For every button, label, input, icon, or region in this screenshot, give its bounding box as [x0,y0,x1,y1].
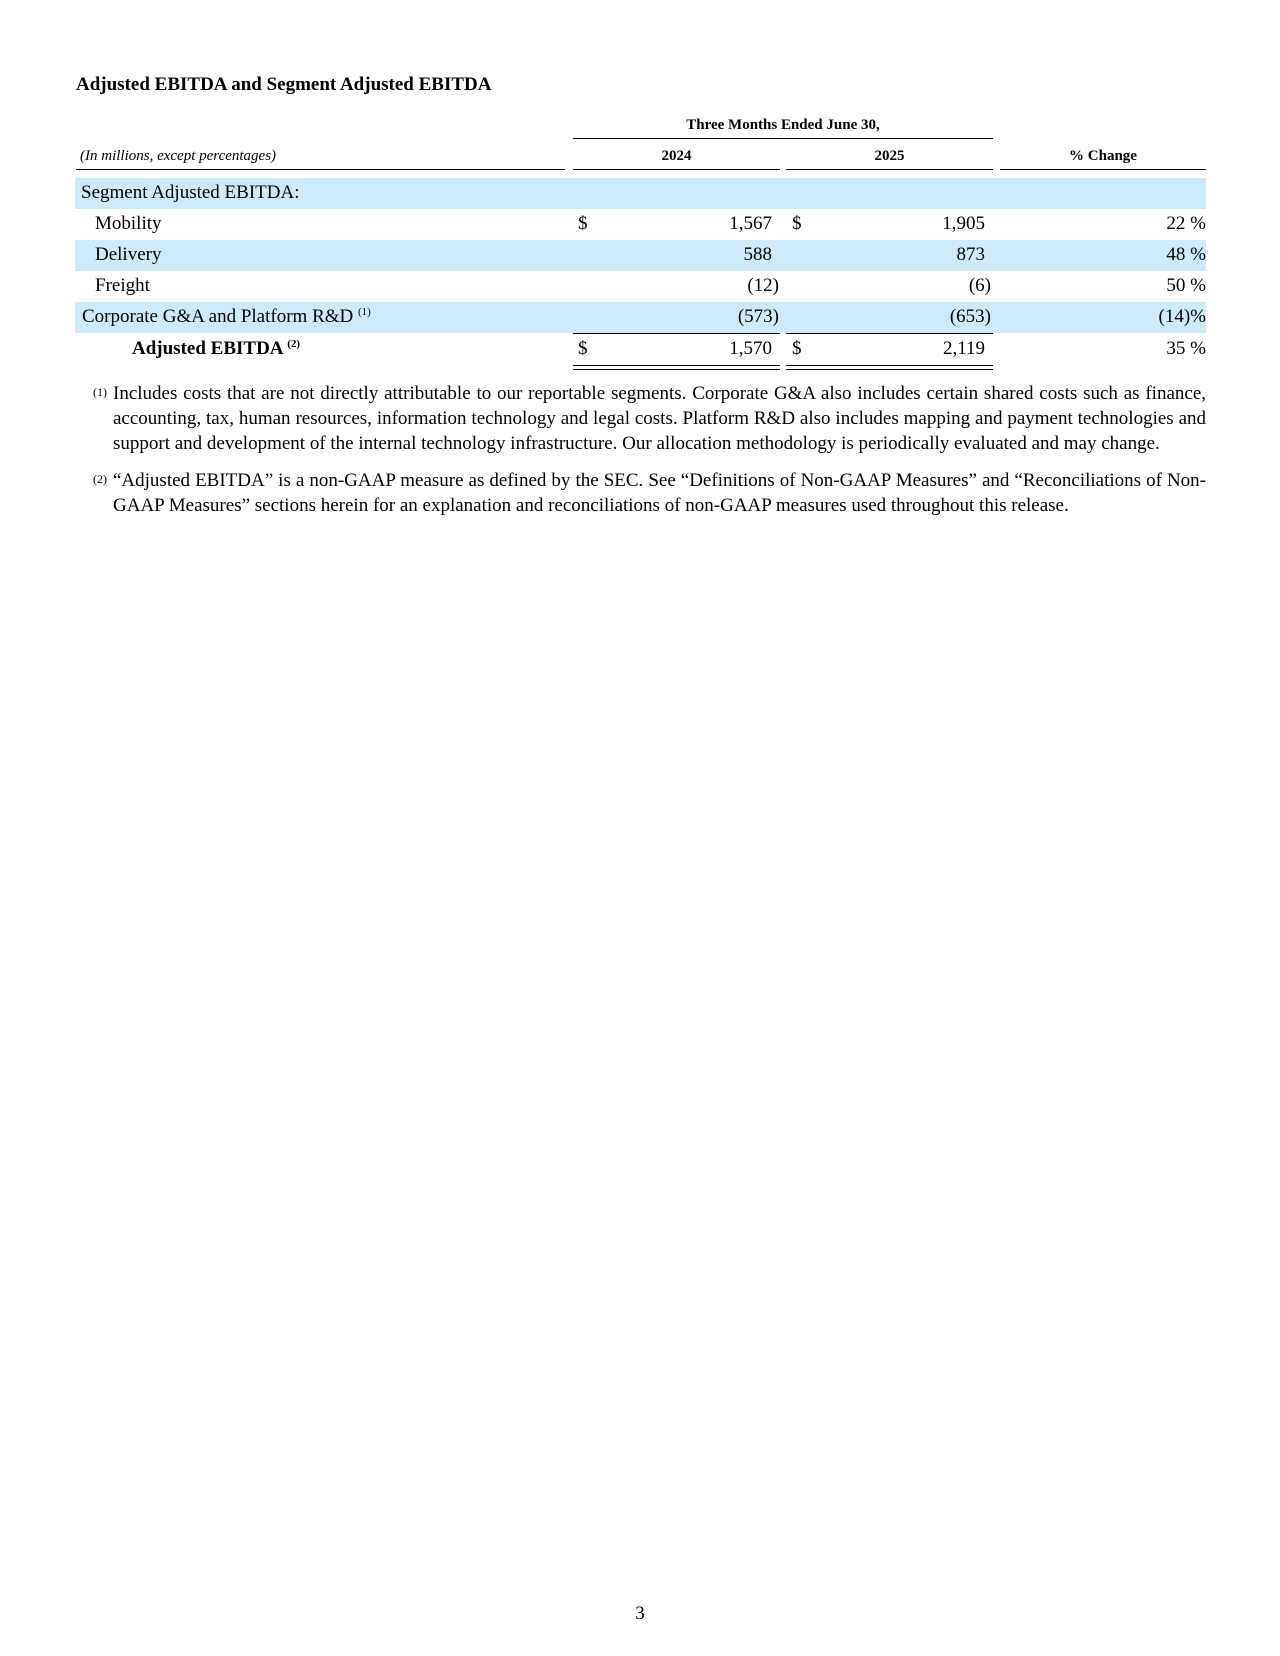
table-row-delivery [75,240,1206,271]
footnote-text: Includes costs that are not directly attributable to our reportable segments. Corporate G&A also includes certain shared costs such as finance, accounting, tax, human resources, information technology and legal costs. Platform R&D also includes mapping and payment technologies and support and development of the internal technology infrastructure. Our allocation methodology is periodically evaluated and may change. [113,383,1206,454]
total-double-rule-2024 [573,369,780,370]
footnotes [93,381,1206,518]
percent-change: 22 % [1166,213,1206,234]
value-2024: (12) [747,275,779,296]
header-rule-label [76,169,565,170]
table-row-corporate [75,302,1206,333]
currency-symbol: $ [578,213,588,234]
section-title: Adjusted EBITDA and Segment Adjusted EBITDA [76,74,492,95]
period-header-rule [573,138,993,139]
units-label: (In millions, except percentages) [80,148,277,164]
row-label: Corporate G&A and Platform R&D [82,306,354,327]
total-2025: 2,119 [942,338,985,359]
period-header: Three Months Ended June 30, [686,117,880,133]
table-row-mobility [75,209,1206,240]
column-header-row [76,148,1206,170]
currency-symbol: $ [792,213,802,234]
total-label: Adjusted EBITDA [132,338,283,359]
value-2024: (573) [737,306,779,327]
row-label: Freight [95,275,150,296]
percent-change: (14)% [1158,306,1206,327]
total-double-rule-2025 [786,365,993,366]
table-row-total [75,334,1206,365]
table-row-section [75,178,1206,209]
row-label: Delivery [95,244,162,265]
total-double-rule-2025 [786,369,993,370]
footnote-2 [93,468,1206,518]
column-header-2025: 2025 [874,148,905,164]
currency-symbol: $ [578,338,588,359]
footnote-ref: (1) [358,306,371,318]
row-label: Mobility [95,213,162,234]
footnote-marker: (1) [93,385,107,399]
header-rule-2025 [786,169,993,170]
footnote-1 [93,381,1206,456]
value-2024: 1,567 [729,213,772,234]
percent-change: 48 % [1166,244,1206,265]
header-rule-2024 [573,169,780,170]
footnote-text: “Adjusted EBITDA” is a non-GAAP measure as defined by the SEC. See “Definitions of Non-GAAP Measures” and “Reconciliations of Non-GAAP Measures” sections herein for an explanation and reconciliations of non-GAAP measures used throughout this release. [113,470,1206,516]
section-label: Segment Adjusted EBITDA: [81,182,300,203]
value-2025: (6) [968,275,991,296]
currency-symbol: $ [792,338,802,359]
header-rule-change [1000,169,1206,170]
table-row-freight [75,271,1206,302]
total-double-rule-2024 [573,365,780,366]
footnote-ref: (2) [287,338,301,350]
page-number: 3 [635,1603,645,1624]
column-header-change: % Change [1069,148,1137,164]
column-header-2024: 2024 [661,148,692,164]
value-2025: 1,905 [942,213,985,234]
percent-change: 50 % [1166,275,1206,296]
value-2025: 873 [956,244,985,265]
total-2024: 1,570 [729,338,772,359]
footnote-marker: (2) [93,472,107,486]
percent-change: 35 % [1166,338,1206,359]
value-2025: (653) [949,306,991,327]
value-2024: 588 [743,244,772,265]
